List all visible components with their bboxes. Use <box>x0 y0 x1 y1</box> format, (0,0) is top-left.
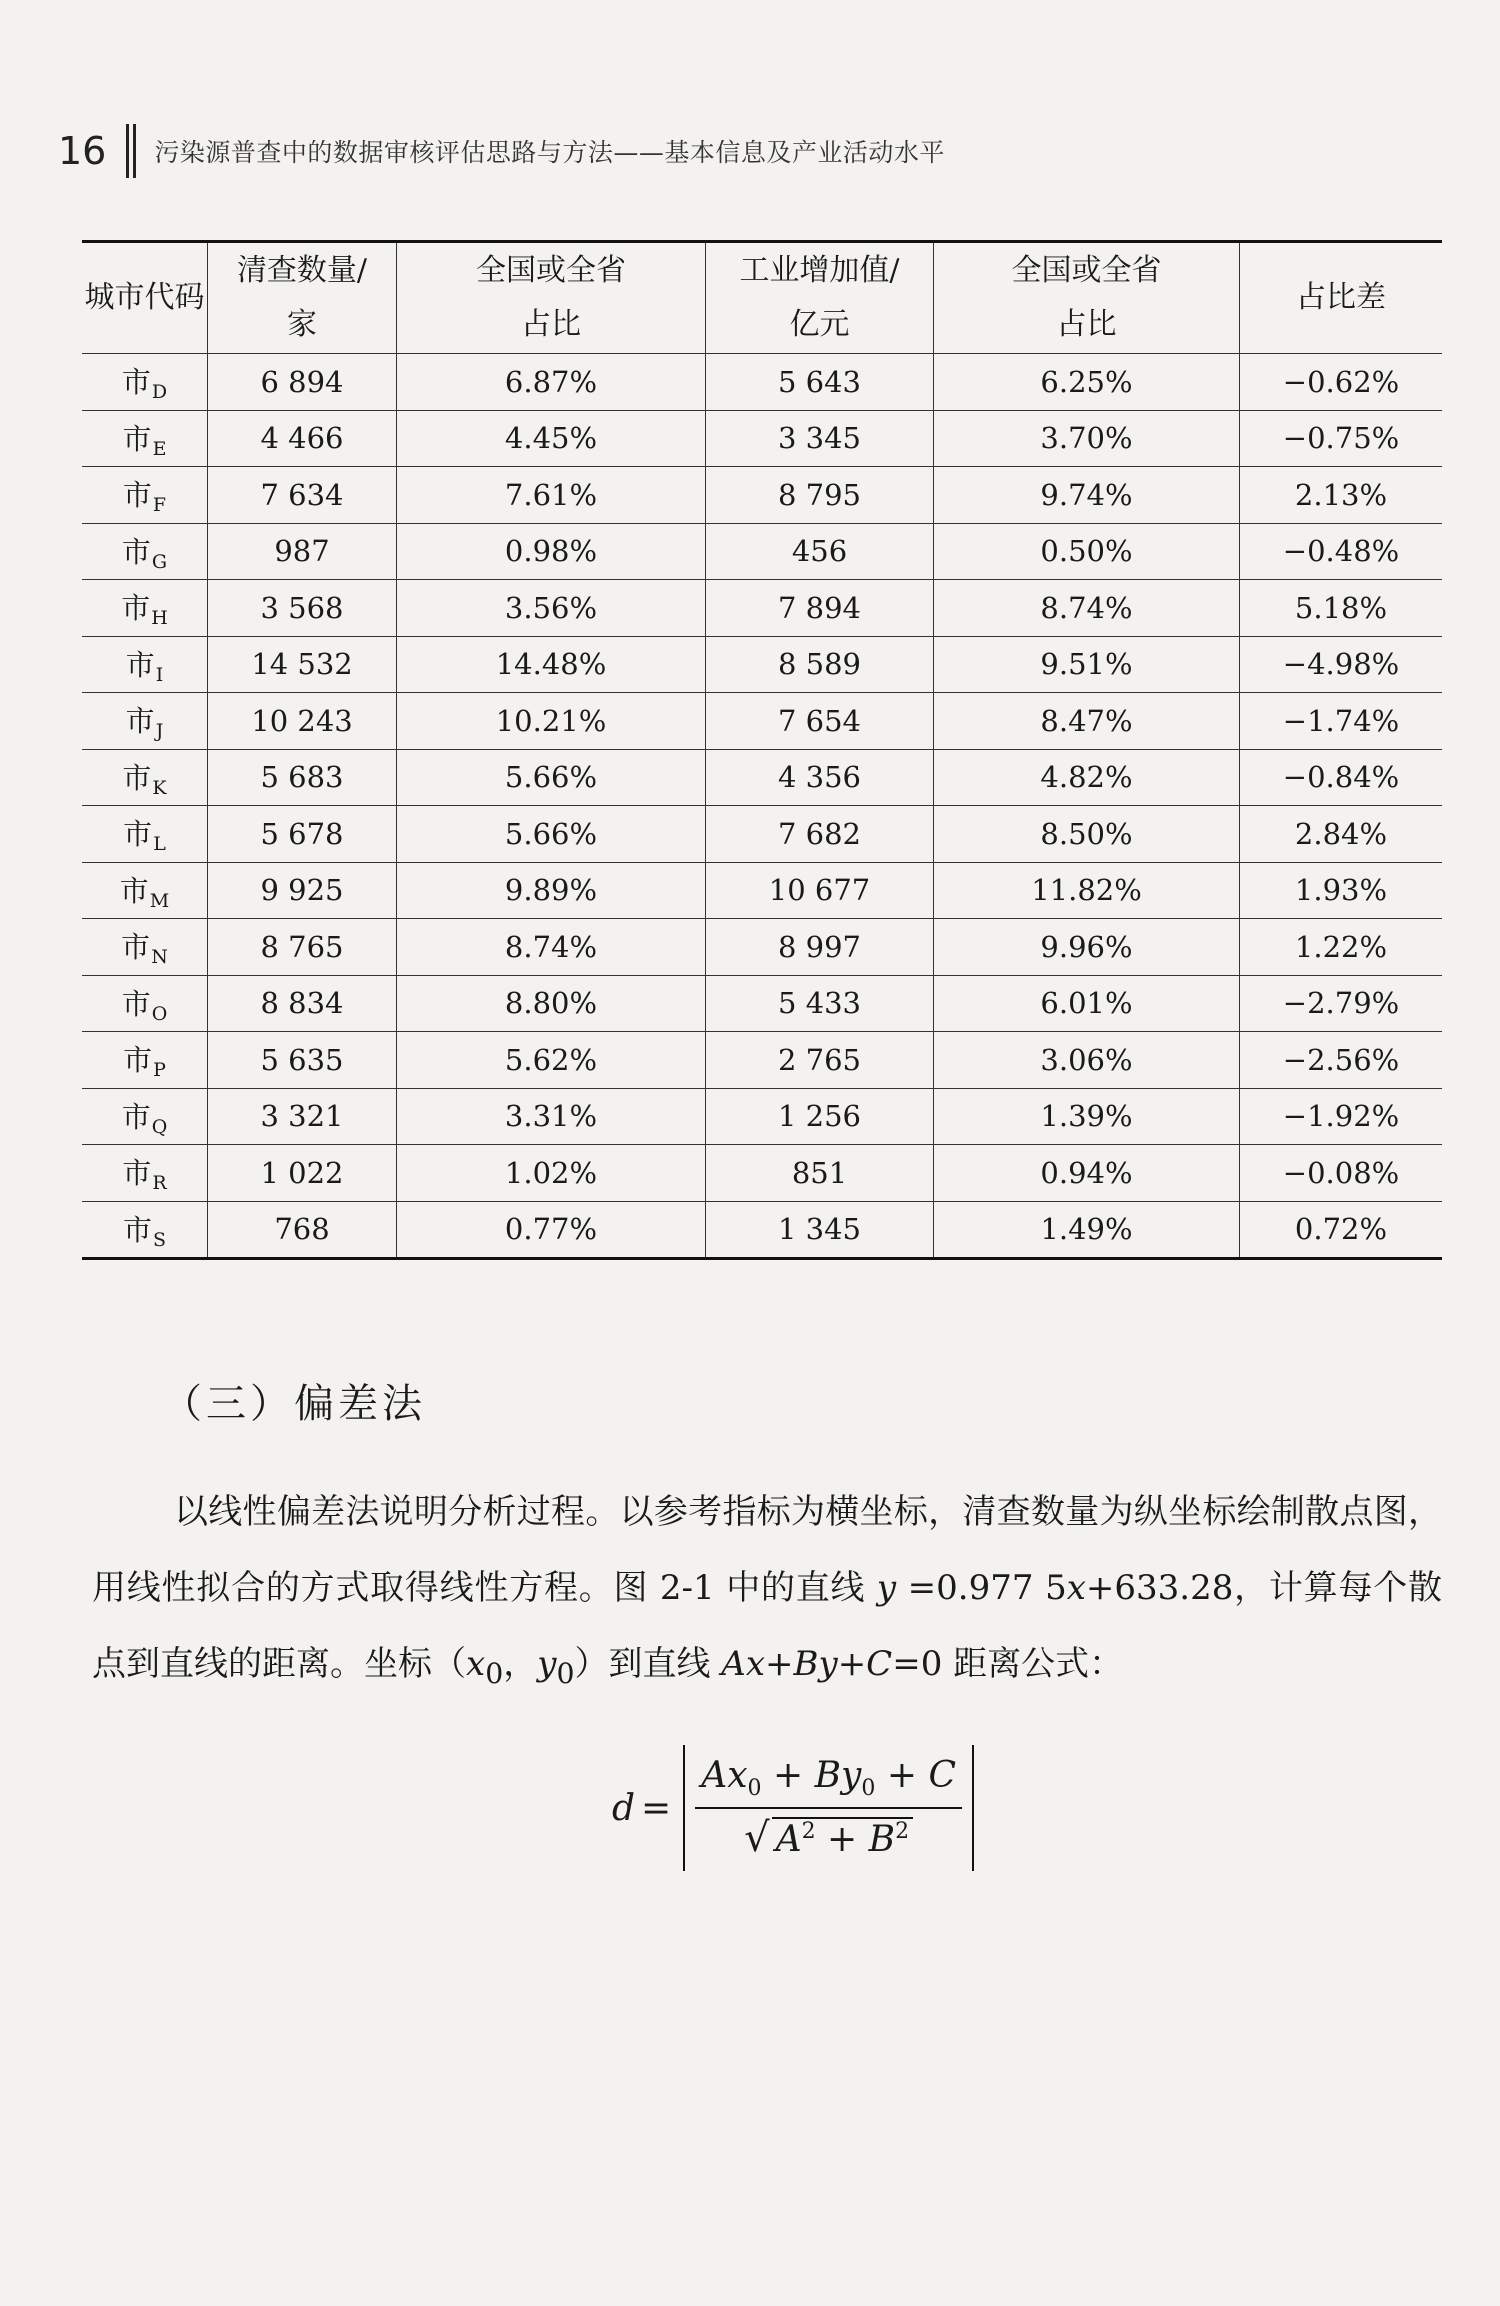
cell-city: 市$_E$ <box>82 410 208 467</box>
distance-formula <box>612 1745 974 1871</box>
cell-value: 1 345 <box>706 1201 934 1259</box>
cell-city: 市$_H$ <box>82 580 208 637</box>
table-row <box>82 580 1442 637</box>
table-row <box>82 749 1442 806</box>
cell-value: 8 795 <box>706 467 934 524</box>
cell-count: 5 683 <box>208 749 397 806</box>
cell-city: 市$_R$ <box>82 1145 208 1202</box>
absolute-value <box>683 1745 974 1871</box>
cell-share2: 8.47% <box>934 693 1240 750</box>
column-header-share1: 全国或全省 占比 <box>397 242 706 354</box>
table-row <box>82 467 1442 524</box>
formula-equals: = <box>641 1787 672 1829</box>
cell-count: 14 532 <box>208 636 397 693</box>
column-header-share2: 全国或全省 占比 <box>934 242 1240 354</box>
cell-diff: −1.74% <box>1240 693 1443 750</box>
cell-share2: 1.49% <box>934 1201 1240 1259</box>
cell-city: 市$_P$ <box>82 1032 208 1089</box>
cell-share2: 6.01% <box>934 975 1240 1032</box>
cell-count: 5 678 <box>208 806 397 863</box>
cell-city: 市$_O$ <box>82 975 208 1032</box>
cell-diff: 1.22% <box>1240 919 1443 976</box>
table-row <box>82 1088 1442 1145</box>
cell-value: 7 654 <box>706 693 934 750</box>
cell-value: 8 589 <box>706 636 934 693</box>
cell-city: 市$_K$ <box>82 749 208 806</box>
cell-share1: 5.66% <box>397 749 706 806</box>
column-header-value: 工业增加值/ 亿元 <box>706 242 934 354</box>
cell-share1: 3.31% <box>397 1088 706 1145</box>
body-paragraph: 以线性偏差法说明分析过程。以参考指标为横坐标，清查数量为纵坐标绘制散点图，用线性拟合的方式取得线性方程。图 2-1 中的直线 y =0.977 5x+633.28，计算每个散点到直线的距离。坐标（$x_0$，$y_0$）到直线 Ax+By+C=0 距离公式： <box>92 1492 1442 1690</box>
column-header-count: 清查数量/ 家 <box>208 242 397 354</box>
cell-count: 987 <box>208 523 397 580</box>
cell-count: 1 022 <box>208 1145 397 1202</box>
cell-share2: 1.39% <box>934 1088 1240 1145</box>
cell-share1: 9.89% <box>397 862 706 919</box>
cell-city: 市$_F$ <box>82 467 208 524</box>
cell-value: 7 894 <box>706 580 934 637</box>
cell-share2: 4.82% <box>934 749 1240 806</box>
cell-diff: −0.62% <box>1240 354 1443 411</box>
cell-share2: 0.94% <box>934 1145 1240 1202</box>
table-row <box>82 806 1442 863</box>
numerator: $Ax_0 + By_0 + C$ <box>695 1755 962 1809</box>
cell-share2: 9.51% <box>934 636 1240 693</box>
cell-share2: 8.50% <box>934 806 1240 863</box>
cell-share1: 4.45% <box>397 410 706 467</box>
table-row <box>82 1032 1442 1089</box>
cell-city: 市$_Q$ <box>82 1088 208 1145</box>
cell-diff: 1.93% <box>1240 862 1443 919</box>
cell-city: 市$_D$ <box>82 354 208 411</box>
cell-city: 市$_G$ <box>82 523 208 580</box>
table-header-row <box>82 242 1442 354</box>
header-divider <box>124 124 138 178</box>
table-row <box>82 523 1442 580</box>
cell-city: 市$_N$ <box>82 919 208 976</box>
cell-city: 市$_M$ <box>82 862 208 919</box>
cell-city: 市$_S$ <box>82 1201 208 1259</box>
cell-diff: −0.08% <box>1240 1145 1443 1202</box>
column-header-diff: 占比差 <box>1240 242 1443 354</box>
table-row <box>82 862 1442 919</box>
cell-share1: 6.87% <box>397 354 706 411</box>
cell-share1: 1.02% <box>397 1145 706 1202</box>
cell-city: 市$_L$ <box>82 806 208 863</box>
cell-diff: −0.84% <box>1240 749 1443 806</box>
cell-diff: −4.98% <box>1240 636 1443 693</box>
cell-share2: 11.82% <box>934 862 1240 919</box>
cell-value: 1 256 <box>706 1088 934 1145</box>
cell-value: 2 765 <box>706 1032 934 1089</box>
cell-value: 10 677 <box>706 862 934 919</box>
cell-count: 8 765 <box>208 919 397 976</box>
cell-value: 5 433 <box>706 975 934 1032</box>
cell-share1: 8.74% <box>397 919 706 976</box>
cell-diff: −0.75% <box>1240 410 1443 467</box>
cell-count: 7 634 <box>208 467 397 524</box>
cell-count: 5 635 <box>208 1032 397 1089</box>
fraction <box>695 1755 962 1861</box>
denominator: √ $A^2 + B^2$ <box>744 1809 913 1861</box>
cell-value: 456 <box>706 523 934 580</box>
cell-count: 4 466 <box>208 410 397 467</box>
table-row <box>82 354 1442 411</box>
cell-diff: 2.13% <box>1240 467 1443 524</box>
cell-count: 9 925 <box>208 862 397 919</box>
page-number: 16 <box>58 129 107 173</box>
cell-share1: 5.62% <box>397 1032 706 1089</box>
cell-count: 10 243 <box>208 693 397 750</box>
column-header-city: 城市代码 <box>82 242 208 354</box>
cell-diff: −2.79% <box>1240 975 1443 1032</box>
page-header <box>58 124 945 178</box>
table-row <box>82 693 1442 750</box>
data-table <box>82 240 1442 1260</box>
cell-share1: 0.77% <box>397 1201 706 1259</box>
cell-share2: 3.70% <box>934 410 1240 467</box>
cell-city: 市$_I$ <box>82 636 208 693</box>
cell-share1: 5.66% <box>397 806 706 863</box>
formula-lhs: d <box>612 1787 636 1829</box>
cell-diff: 5.18% <box>1240 580 1443 637</box>
cell-share1: 14.48% <box>397 636 706 693</box>
cell-value: 7 682 <box>706 806 934 863</box>
cell-share1: 8.80% <box>397 975 706 1032</box>
cell-share2: 8.74% <box>934 580 1240 637</box>
cell-share2: 9.96% <box>934 919 1240 976</box>
section-title: （三）偏差法 <box>162 1381 426 1427</box>
sqrt-icon: √ <box>744 1815 770 1862</box>
cell-count: 8 834 <box>208 975 397 1032</box>
cell-count: 3 321 <box>208 1088 397 1145</box>
running-title: 污染源普查中的数据审核评估思路与方法——基本信息及产业活动水平 <box>154 138 945 167</box>
cell-share1: 3.56% <box>397 580 706 637</box>
cell-share2: 6.25% <box>934 354 1240 411</box>
cell-count: 3 568 <box>208 580 397 637</box>
table-row <box>82 1201 1442 1259</box>
cell-share2: 9.74% <box>934 467 1240 524</box>
cell-diff: −2.56% <box>1240 1032 1443 1089</box>
table-row <box>82 919 1442 976</box>
cell-share1: 10.21% <box>397 693 706 750</box>
table-row <box>82 410 1442 467</box>
cell-share2: 3.06% <box>934 1032 1240 1089</box>
cell-count: 768 <box>208 1201 397 1259</box>
cell-count: 6 894 <box>208 354 397 411</box>
cell-diff: −1.92% <box>1240 1088 1443 1145</box>
cell-city: 市$_J$ <box>82 693 208 750</box>
cell-value: 851 <box>706 1145 934 1202</box>
table-body <box>82 354 1442 1259</box>
table-row <box>82 975 1442 1032</box>
cell-diff: 2.84% <box>1240 806 1443 863</box>
cell-share1: 7.61% <box>397 467 706 524</box>
cell-share2: 0.50% <box>934 523 1240 580</box>
table-row <box>82 636 1442 693</box>
cell-diff: −0.48% <box>1240 523 1443 580</box>
cell-share1: 0.98% <box>397 523 706 580</box>
cell-value: 3 345 <box>706 410 934 467</box>
cell-diff: 0.72% <box>1240 1201 1443 1259</box>
cell-value: 4 356 <box>706 749 934 806</box>
cell-value: 8 997 <box>706 919 934 976</box>
cell-value: 5 643 <box>706 354 934 411</box>
table-row <box>82 1145 1442 1202</box>
